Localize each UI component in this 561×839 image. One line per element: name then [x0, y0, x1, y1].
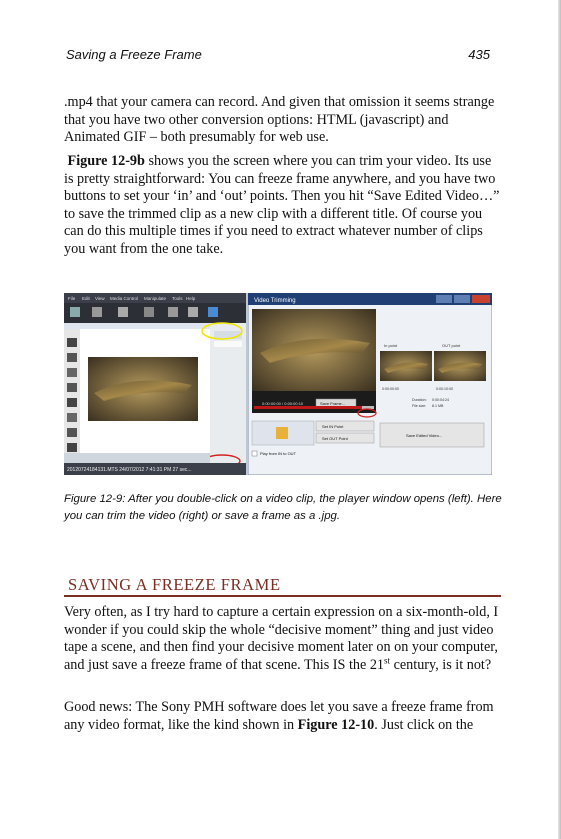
section-rule [64, 595, 501, 597]
left-menu-media-control: Media Control [110, 296, 139, 301]
filesize-value: 8.1 MB [432, 404, 444, 408]
section-heading: SAVING A FREEZE FRAME [68, 575, 281, 594]
figure-illustration [64, 293, 492, 475]
out-time: 0:00:10:00 [436, 387, 453, 391]
in-point-label: In point [384, 343, 398, 348]
left-menu-file: File [68, 296, 76, 301]
paragraph-3-tail: century, is it not? [390, 656, 492, 673]
filesize-label: File size: [412, 404, 427, 408]
figure-reference: Figure 12-9b [67, 153, 145, 169]
paragraph-3 [64, 604, 504, 674]
running-header [66, 47, 496, 67]
figure-screenshot [64, 293, 492, 475]
paragraph-2-text: shows you the screen where you can trim your video. Its use is pretty straightforward: You can freeze frame anywhere, and you have two buttons to set your ‘in’ and ‘out’ points. Then you hit “Save Edited Video…” to save the trimmed clip as a new clip with a different title. Of course you can do this multiple times if you need to extract whatever number of clips you want from the one take. [64, 153, 500, 257]
paragraph-2 [64, 153, 504, 259]
play-in-to-out-checkbox: Play from IN to OUT [260, 451, 297, 456]
paragraph-4 [64, 699, 504, 734]
duration-label: Duration: [412, 398, 427, 402]
trim-timecode: 0:00:00:00 / 0:00:00:10 [262, 401, 304, 406]
trimming-window-title: Video Trimming [254, 298, 296, 304]
left-menu-edit: Edit [82, 296, 90, 301]
paragraph-1-text: .mp4 that your camera can record. And given that omission it seems strange that you have two other conversion options: HTML (javascript) and Animated GIF – both presumably for web use. [64, 94, 495, 146]
superscript-st: st [384, 655, 391, 666]
paragraph-4-text: Good news: The Sony PMH software does let you save a freeze frame from any video format, like the kind shown in [64, 699, 494, 733]
left-menu-manipulate: Manipulate [144, 296, 167, 301]
set-in-point-button: Set IN Point [322, 424, 344, 429]
left-menu-help: Help [186, 296, 196, 301]
left-menu-tools: Tools [172, 296, 183, 301]
out-point-label: OUT point [442, 343, 461, 348]
page-number: 435 [468, 47, 490, 62]
paragraph-1 [64, 94, 504, 147]
set-out-point-button: Set OUT Point [322, 436, 348, 441]
in-time: 0:00:00:00 [382, 387, 399, 391]
save-frame-button: Save Frame... [320, 401, 346, 406]
left-menu-view: View [95, 296, 105, 301]
paragraph-3-text: Very often, as I try hard to capture a certain expression on a six-month-old, I wonder if you could skip the whole “decisive moment” thing and just video tape a scene, and then find your decisive moment later on on your computer, and just save a freeze frame of that scene. This IS the 21 [64, 604, 499, 673]
duration-value: 0:00:04:24 [432, 398, 449, 402]
paragraph-4-tail: . Just click on the [374, 716, 474, 733]
header-title: Saving a Freeze Frame [66, 47, 202, 62]
figure-caption: Figure 12-9: After you double-click on a video clip, the player window opens (left). Here you can trim the video (right) or save a frame as a .jpg. [64, 493, 502, 522]
figure-reference-2: Figure 12-10 [297, 716, 375, 733]
save-edited-video-button: Save Edited Video... [406, 433, 443, 438]
left-status-bar: 20120724184131.MTS 24/07/2012 7:41:31 PM 27 sec... [67, 467, 192, 473]
